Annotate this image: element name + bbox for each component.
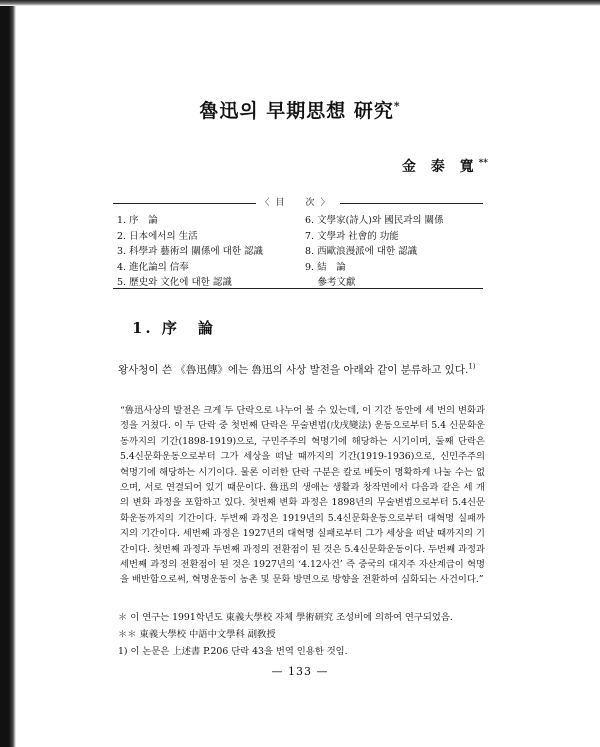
toc-item: 9. 結 論 bbox=[305, 261, 346, 273]
scan-top-shadow bbox=[0, 0, 600, 6]
author-name-text: 金 泰 寬 bbox=[401, 159, 479, 175]
page-number: — 133 — bbox=[271, 665, 329, 678]
footnote-line: ＊ 이 연구는 1991학년도 東義大學校 자체 學術研究 조성비에 의하여 연구되었음. bbox=[118, 612, 453, 623]
table-of-contents bbox=[113, 198, 483, 289]
toc-heading bbox=[113, 195, 483, 208]
toc-item: 參考文獻 bbox=[305, 277, 356, 288]
toc-heading-text: 〈目 次〉 bbox=[256, 198, 339, 208]
intro-paragraph bbox=[118, 362, 518, 377]
toc-item: 5. 歷史와 文化에 대한 認識 bbox=[117, 277, 232, 288]
footnotes bbox=[118, 609, 498, 660]
footnote-ref: 1) bbox=[468, 362, 476, 371]
toc-item: 1. 序 論 bbox=[117, 215, 158, 226]
toc-right-column bbox=[305, 213, 481, 291]
section-heading: 1. 序 論 bbox=[132, 319, 216, 337]
toc-item: 2. 日本에서의 生活 bbox=[117, 230, 198, 242]
toc-item: 6. 文學家(詩人)와 國民과의 關係 bbox=[305, 215, 444, 226]
author-name bbox=[402, 156, 488, 176]
paper-title-text: 魯迅의 早期思想 研究 bbox=[199, 100, 394, 122]
toc-left-column bbox=[117, 213, 302, 291]
toc-item: 4. 進化論의 信奉 bbox=[117, 261, 189, 273]
intro-text: 왕사청이 쓴 《魯迅傳》에는 魯迅의 사상 발전을 아래와 같이 분류하고 있다. bbox=[118, 364, 469, 376]
title-footnote-mark: * bbox=[393, 99, 401, 113]
toc-item: 8. 西歐浪漫派에 대한 認識 bbox=[305, 246, 418, 257]
block-quote: “魯迅사상의 발전은 크게 두 단락으로 나누어 볼 수 있는데, 이 기간 동안에 세 번의 변화과정을 거쳤다. 이 두 단락 중 첫번째 단락은 무술변법(戊戌變法) 운동으로부터 5.4 신문화운동까지의 기간(1898-1919)으로, 구민주주의 혁명기에 해당하는 시기이며, 둘째 단락은 5.4신문화운동으로부터 그가 세상을 떠날 때까지의 기간(1919-1936)으로, 신민주주의 혁명기에 해당하는 시기이다. 물론 이러한 단락 구분은 칼로 베듯이 명확하게 나눌 수는 없으며, 서로 연결되어 있기 때문이다. 魯迅의 생애는 생활과 창작면에서 다음과 같은 세 개의 변화 과정을 포함하고 있다. 첫번째 변화 과정은 1898년의 무술변법으로부터 5.4신문화운동까지의 기간이다. 두번째 과정은 1919년의 5.4신문화운동으로부터 대혁명 실패까지의 기간이다. 세번째 과정은 1927년의 대혁명 실패로부터 그가 세상을 떠날 때까지의 기간이다. 첫번째 과정과 두번째 과정의 전환점이 된 것은 5.4신문화운동이다. 두번째 과정과 세번째 과정의 전환점이 된 것은 1927년의 ‘4.12사건’ 즉 중국의 대지주 자산계급이 혁명을 배반함으로써, 혁명운동이 농촌 및 문화 방면으로 방향을 전환하여 심화되는 사건이다.” bbox=[120, 405, 485, 586]
toc-item: 3. 科學과 藝術의 關係에 대한 認識 bbox=[117, 246, 264, 257]
author-footnote-mark: ** bbox=[478, 158, 488, 169]
toc-item: 7. 文學과 社會的 功能 bbox=[305, 230, 399, 242]
footnote-line: ＊＊ 東義大學校 中語中文學科 副敎授 bbox=[118, 629, 276, 640]
footnote-line: 1) 이 논문은 上述書 P.206 단락 43을 번역 인용한 것임. bbox=[118, 646, 348, 657]
paper-title bbox=[0, 96, 600, 123]
